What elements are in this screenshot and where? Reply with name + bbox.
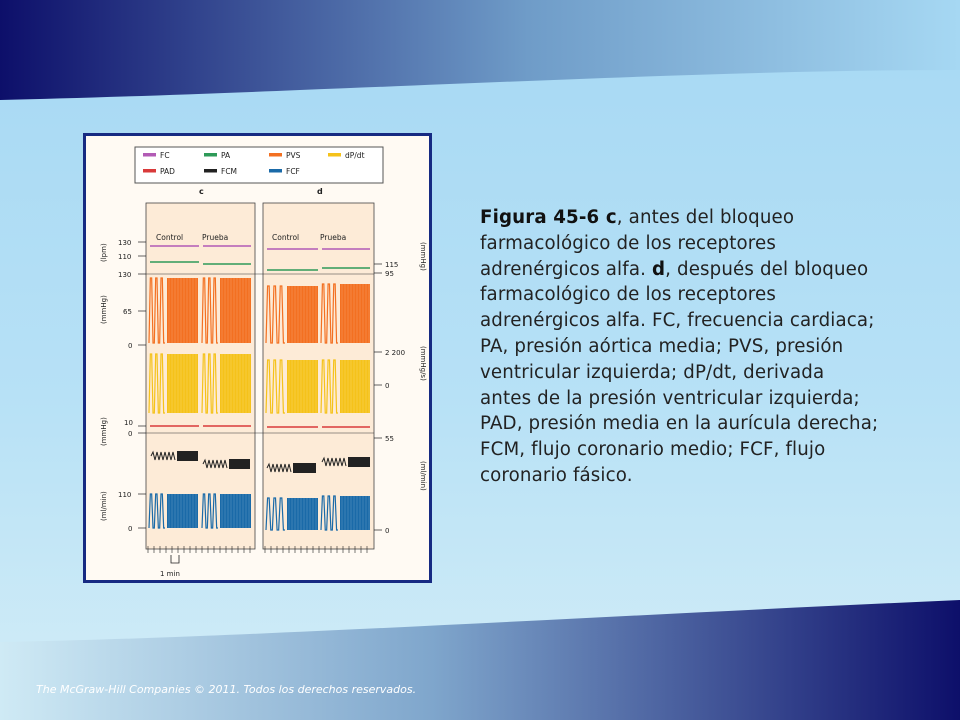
right-unit-mmhg: (mmHg) <box>419 242 427 271</box>
bottom-gradient-band <box>0 596 960 720</box>
left-tick-6: 10 <box>124 419 133 427</box>
figure-frame <box>83 133 432 583</box>
left-tick-5: 0 <box>128 342 133 350</box>
physiology-figure <box>86 136 429 580</box>
copyright-footer: The McGraw-Hill Companies © 2011. Todos los derechos reservados. <box>36 683 417 696</box>
left-tick-2: 110 <box>118 253 132 261</box>
left-tick-8: 110 <box>118 491 132 499</box>
right-tick-6: 0 <box>385 527 390 535</box>
panel-label-c: c <box>199 187 204 196</box>
caption-text-1: , antes del bloqueo farmacológico de los receptores adrenérgicos alfa. <box>480 207 795 280</box>
legend-swatch-dpdt <box>328 153 341 157</box>
left-unit-mlmin: (ml/min) <box>100 491 108 521</box>
legend-label-fcm: FCM <box>221 167 238 176</box>
left-unit-mmhg-1: (mmHg) <box>100 295 108 324</box>
legend-label-fc: FC <box>160 151 170 160</box>
panel-c-control-label: Control <box>156 233 184 242</box>
right-unit-mlmin: (ml/min) <box>419 461 427 491</box>
legend-swatch-pa <box>204 153 217 157</box>
right-tick-2: 95 <box>385 270 394 278</box>
legend-label-dpdt: dP/dt <box>345 151 365 160</box>
right-tick-3: 2 200 <box>385 349 406 357</box>
legend-swatch-fcm <box>204 169 217 173</box>
right-tick-1: 115 <box>385 261 399 269</box>
time-scale <box>160 555 180 578</box>
left-tick-4: 65 <box>123 308 132 316</box>
legend-swatch-fc <box>143 153 156 157</box>
top-gradient-band <box>0 0 960 112</box>
left-axis <box>100 239 146 533</box>
left-tick-7: 0 <box>128 430 133 438</box>
legend-swatch-fcf <box>269 169 282 173</box>
panel-d-test-label: Prueba <box>320 233 347 242</box>
left-tick-1: 130 <box>118 239 132 247</box>
panel-d-control-label: Control <box>272 233 300 242</box>
right-axis <box>374 242 427 535</box>
right-tick-5: 55 <box>385 435 394 443</box>
left-unit-mmhg-2: (mmHg) <box>100 417 108 446</box>
time-scale-label: 1 min <box>160 570 180 578</box>
figure-caption <box>480 205 880 489</box>
left-unit-lpm: (lpm) <box>100 243 108 262</box>
caption-d-label: d <box>651 258 666 280</box>
legend-label-pa: PA <box>221 151 231 160</box>
caption-text-2: , después del bloqueo farmacológico de los receptores adrenérgicos alfa. FC, frecuencia cardiaca; PA, presión aórtica media; PVS, presión ventricular izquierda; dP/dt, derivada antes de la presión ventricular izquierda; PAD, presión media en la aurícula derecha; FCM, flujo coronario medio; FCF, flujo coronario fásico. <box>480 258 879 486</box>
legend-label-fcf: FCF <box>286 167 300 176</box>
panel-label-d: d <box>317 187 323 196</box>
panel-c-test-label: Prueba <box>202 233 229 242</box>
legend-swatch-pad <box>143 169 156 173</box>
right-unit-mmhgs: (mmHg/s) <box>419 346 427 381</box>
legend-swatch-pvs <box>269 153 282 157</box>
left-tick-3: 130 <box>118 271 132 279</box>
legend-label-pad: PAD <box>160 167 175 176</box>
left-tick-9: 0 <box>128 525 133 533</box>
legend-label-pvs: PVS <box>286 151 301 160</box>
caption-figure-label: Figura 45-6 c <box>480 207 617 228</box>
right-tick-4: 0 <box>385 382 390 390</box>
